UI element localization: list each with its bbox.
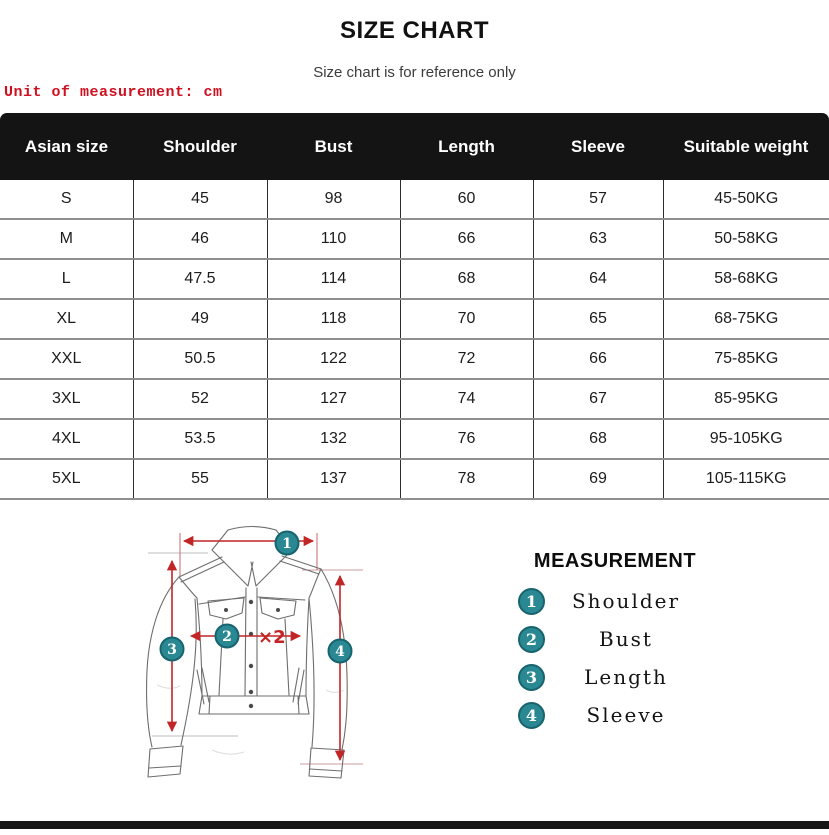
measurement-cell: 70	[400, 299, 533, 339]
bottom-divider-bar	[0, 821, 829, 829]
measurement-cell: 95-105KG	[663, 419, 829, 459]
measurement-cell: 132	[267, 419, 400, 459]
measurement-legend	[505, 550, 725, 739]
measurement-cell: 75-85KG	[663, 339, 829, 379]
measurement-cell: 50.5	[133, 339, 267, 379]
size-cell: XXL	[0, 339, 133, 379]
table-row	[0, 299, 829, 339]
measurement-cell: 60	[400, 180, 533, 219]
column-header: Asian size	[0, 113, 133, 180]
size-table-header	[0, 113, 829, 180]
measurement-cell: 85-95KG	[663, 379, 829, 419]
size-table	[0, 113, 829, 500]
size-cell: S	[0, 180, 133, 219]
page-title: SIZE CHART	[340, 17, 489, 44]
measurement-cell: 137	[267, 459, 400, 499]
table-row	[0, 219, 829, 259]
measurement-cell: 67	[533, 379, 663, 419]
measurement-cell: 122	[267, 339, 400, 379]
size-cell: XL	[0, 299, 133, 339]
table-row	[0, 379, 829, 419]
measurement-cell: 76	[400, 419, 533, 459]
measurement-cell: 55	[133, 459, 267, 499]
measurement-cell: 65	[533, 299, 663, 339]
legend-number-badge: 4	[518, 702, 545, 729]
diagram-badge-sleeve	[329, 640, 352, 663]
column-header: Sleeve	[533, 113, 663, 180]
svg-text:1: 1	[282, 536, 292, 552]
measurement-cell: 72	[400, 339, 533, 379]
measurement-cell: 105-115KG	[663, 459, 829, 499]
measurement-cell: 78	[400, 459, 533, 499]
size-cell: 4XL	[0, 419, 133, 459]
table-row	[0, 419, 829, 459]
legend-items	[505, 587, 725, 729]
measurement-arrows	[172, 541, 340, 760]
measurement-cell: 110	[267, 219, 400, 259]
legend-number-badge: 1	[518, 588, 545, 615]
legend-label: Sleeve	[586, 703, 666, 727]
measurement-cell: 114	[267, 259, 400, 299]
measurement-cell: 49	[133, 299, 267, 339]
unit-of-measurement-note: Unit of measurement: cm	[4, 84, 223, 101]
column-header: Shoulder	[133, 113, 267, 180]
size-cell: 5XL	[0, 459, 133, 499]
svg-text:3: 3	[167, 642, 177, 658]
legend-label: Length	[584, 665, 668, 689]
measurement-cell: 50-58KG	[663, 219, 829, 259]
column-header: Bust	[267, 113, 400, 180]
column-header: Suitable weight	[663, 113, 829, 180]
svg-text:2: 2	[222, 629, 232, 645]
measurement-cell: 45	[133, 180, 267, 219]
page-subtitle: Size chart is for reference only	[313, 64, 516, 81]
measurement-cell: 74	[400, 379, 533, 419]
legend-label: Shoulder	[571, 589, 681, 613]
size-table-body	[0, 180, 829, 499]
legend-item-sleeve	[505, 701, 725, 729]
legend-label: Bust	[599, 627, 653, 651]
diagram-badge-bust	[216, 625, 239, 648]
jacket-measurement-diagram	[60, 500, 480, 830]
measurement-cell: 52	[133, 379, 267, 419]
legend-number-badge: 3	[518, 664, 545, 691]
table-row	[0, 459, 829, 499]
table-row	[0, 259, 829, 299]
measurement-cell: 68	[533, 419, 663, 459]
measurement-cell: 68-75KG	[663, 299, 829, 339]
measurement-cell: 63	[533, 219, 663, 259]
measurement-cell: 98	[267, 180, 400, 219]
legend-number-badge: 2	[518, 626, 545, 653]
size-cell: L	[0, 259, 133, 299]
measurement-cell: 53.5	[133, 419, 267, 459]
diagram-badge-length	[161, 638, 184, 661]
legend-item-length	[505, 663, 725, 691]
header-row	[0, 113, 829, 180]
measurement-cell: 45-50KG	[663, 180, 829, 219]
measurement-cell: 66	[533, 339, 663, 379]
table-row	[0, 339, 829, 379]
svg-text:4: 4	[335, 644, 345, 660]
measurement-cell: 46	[133, 219, 267, 259]
measurement-cell: 68	[400, 259, 533, 299]
measurement-cell: 57	[533, 180, 663, 219]
diagram-badge-shoulder	[276, 532, 299, 555]
jacket-diagram-svg	[60, 500, 480, 830]
measurement-cell: 64	[533, 259, 663, 299]
measurement-cell: 47.5	[133, 259, 267, 299]
legend-item-shoulder	[505, 587, 725, 615]
measurement-cell: 118	[267, 299, 400, 339]
table-row	[0, 180, 829, 219]
measurement-heading: MEASUREMENT	[533, 550, 697, 572]
measurement-cell: 58-68KG	[663, 259, 829, 299]
legend-item-bust	[505, 625, 725, 653]
measurement-cell: 69	[533, 459, 663, 499]
jacket-shading	[157, 685, 344, 754]
column-header: Length	[400, 113, 533, 180]
size-cell: 3XL	[0, 379, 133, 419]
measurement-cell: 66	[400, 219, 533, 259]
bust-multiplier-label: ×2	[258, 627, 286, 648]
size-cell: M	[0, 219, 133, 259]
measurement-cell: 127	[267, 379, 400, 419]
